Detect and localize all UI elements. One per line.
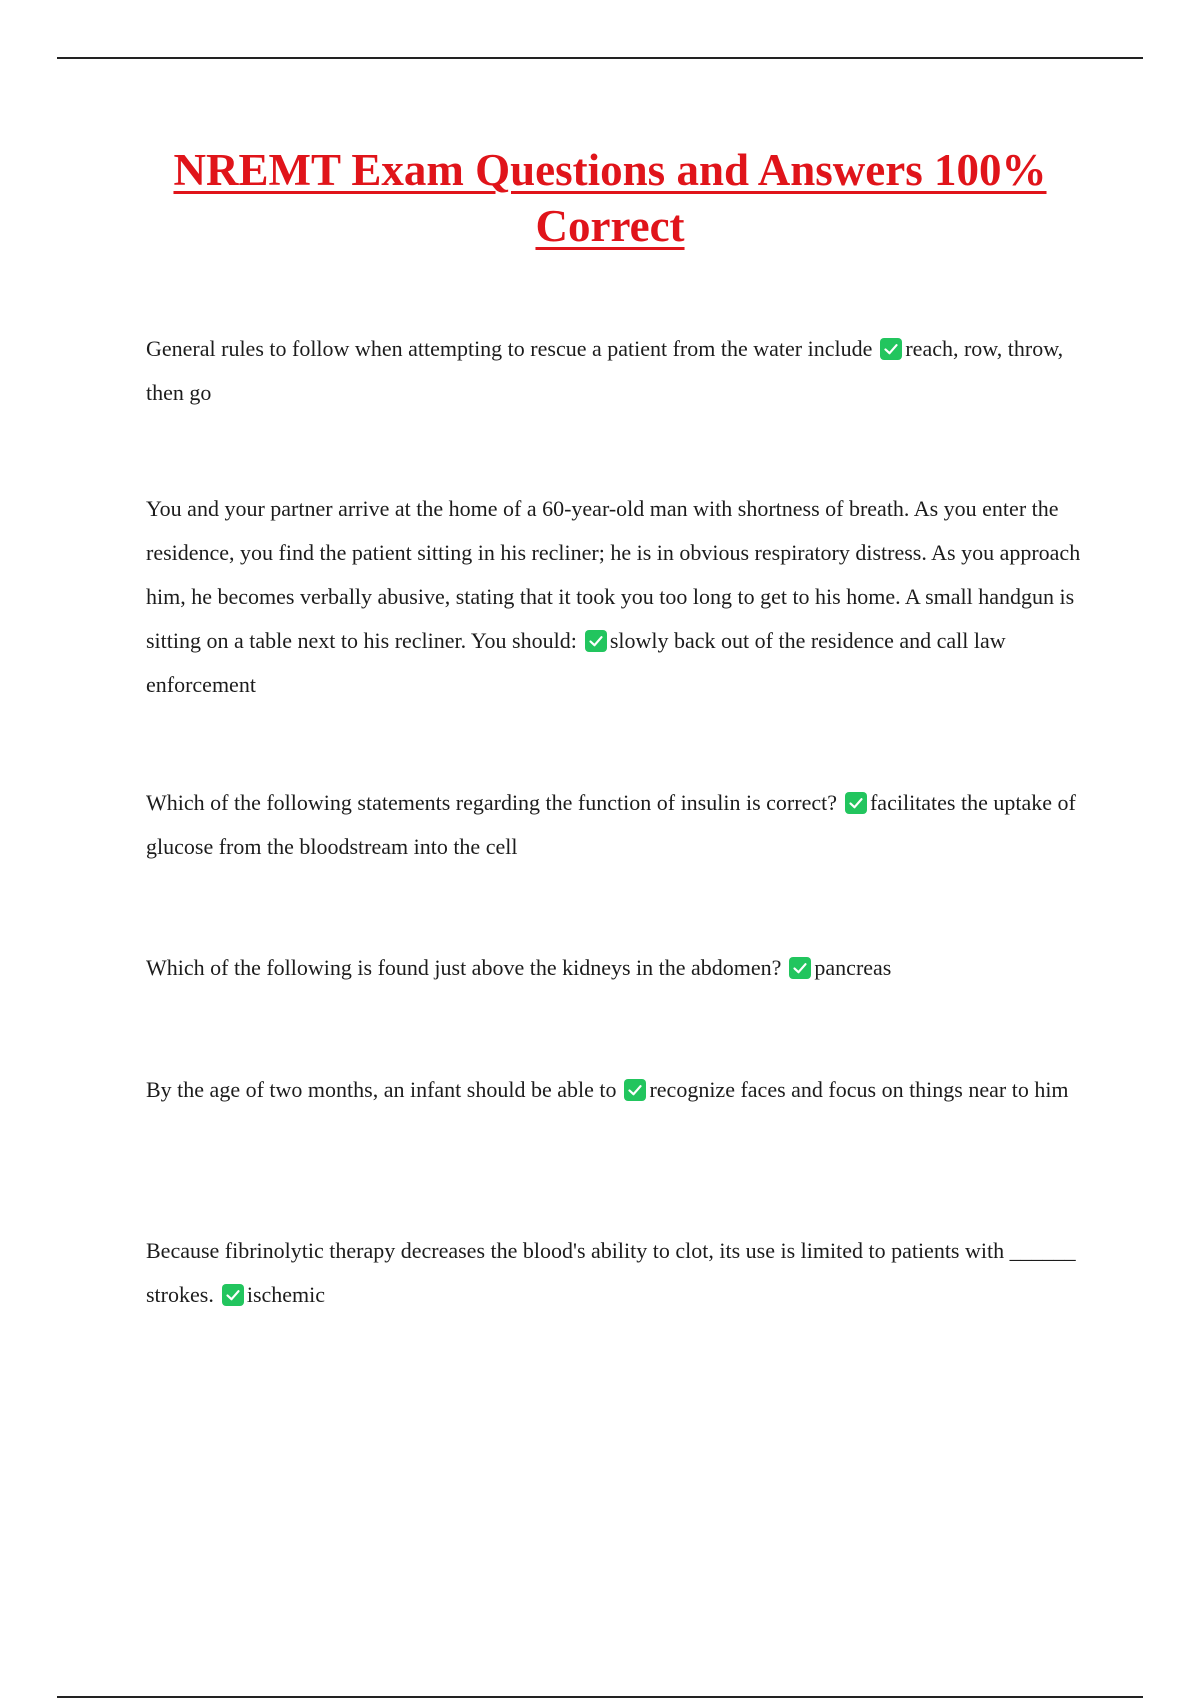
check-mark-icon xyxy=(624,1079,646,1101)
qa-item xyxy=(146,327,1086,415)
qa-item xyxy=(146,487,1086,707)
answer-text: pancreas xyxy=(814,955,892,980)
answer-text: reach, row, throw, then go xyxy=(146,336,1064,405)
qa-item xyxy=(146,946,1086,990)
question-text: By the age of two months, an infant should be able to xyxy=(146,1077,617,1102)
answer-text: recognize faces and focus on things near to him xyxy=(649,1077,1069,1102)
question-text: Because fibrinolytic therapy decreases the blood's ability to clot, its use is limited to patients with ______ strokes. xyxy=(146,1238,1076,1307)
question-text: Which of the following statements regarding the function of insulin is correct? xyxy=(146,790,837,815)
question-text: Which of the following is found just above the kidneys in the abdomen? xyxy=(146,955,782,980)
qa-item xyxy=(146,781,1086,869)
qa-item xyxy=(146,1229,1086,1317)
bottom-divider xyxy=(57,1696,1143,1698)
check-mark-icon xyxy=(845,792,867,814)
check-mark-icon xyxy=(222,1284,244,1306)
answer-text: slowly back out of the residence and call law enforcement xyxy=(146,628,1006,697)
answer-text: ischemic xyxy=(246,1282,326,1307)
answer-text: facilitates the uptake of glucose from the bloodstream into the cell xyxy=(146,790,1076,859)
question-text: You and your partner arrive at the home of a 60-year-old man with shortness of breath. As you enter the residence, you find the patient sitting in his recliner; he is in obvious respiratory distress. As you approach him, he becomes verbally abusive, stating that it took you too long to get to his home. A small handgun is sitting on a table next to his recliner. You should: xyxy=(146,496,1081,653)
top-divider xyxy=(57,57,1143,59)
qa-item xyxy=(146,1068,1086,1112)
check-mark-icon xyxy=(585,630,607,652)
check-mark-icon xyxy=(880,338,902,360)
page-title: NREMT Exam Questions and Answers 100% Correct xyxy=(173,145,1047,251)
question-text: General rules to follow when attempting to rescue a patient from the water include xyxy=(146,336,873,361)
check-mark-icon xyxy=(789,957,811,979)
